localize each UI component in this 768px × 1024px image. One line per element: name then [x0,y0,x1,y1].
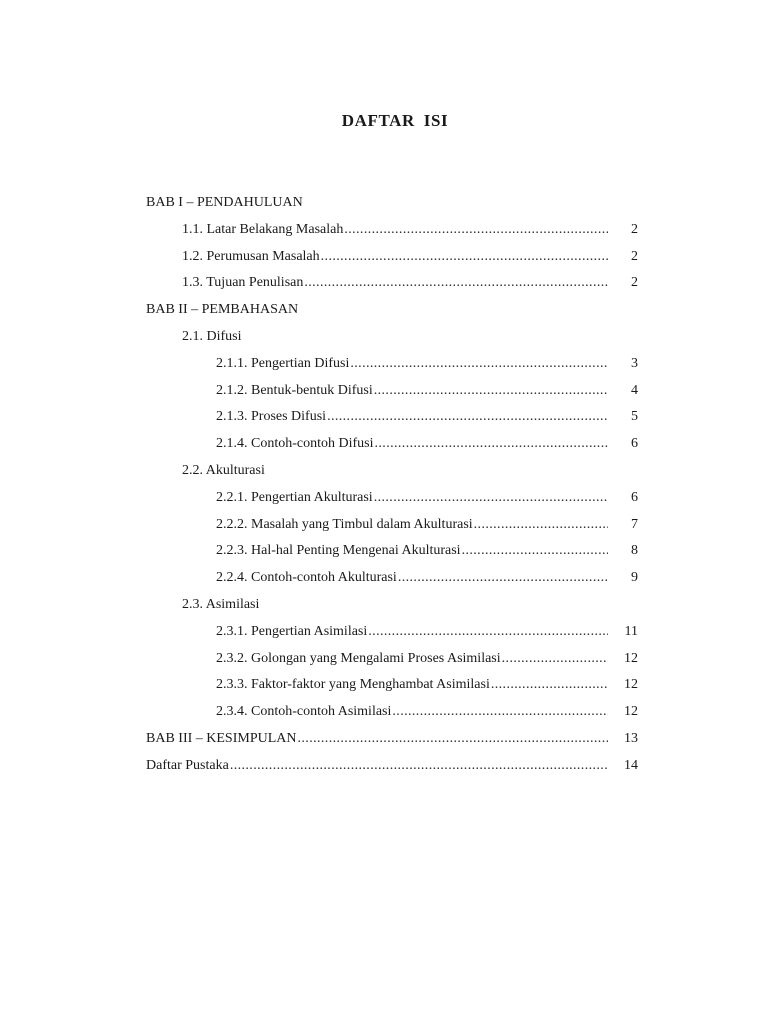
dot-leader [502,646,608,673]
toc-page-number: 14 [624,757,638,773]
toc-entry-label: 2.3.1. Pengertian Asimilasi [216,623,368,639]
toc-entry-2-2-2[interactable] [146,512,638,539]
toc-page-number: 13 [624,730,638,746]
toc-entry-2-1-3[interactable] [146,404,638,431]
toc-entry-label: 1.3. Tujuan Penulisan [182,275,304,291]
toc-entry-label: 2.2.3. Hal-hal Penting Mengenai Akulturasi [216,543,461,559]
toc-entry-label: 1.2. Perumusan Masalah [182,248,320,264]
dot-leader [374,378,608,405]
toc-page-number: 7 [631,516,638,532]
toc-page-number: 12 [624,677,638,693]
dot-leader [375,431,609,458]
toc-entry-2-3-3[interactable] [146,672,638,699]
toc-page-number: 2 [631,221,638,237]
toc-entry-label: 2.2. Akulturasi [182,462,265,478]
toc-entry-2-3-4[interactable] [146,699,638,726]
toc-entry-label: 2.3.3. Faktor-faktor yang Menghambat Asimilasi [216,677,490,693]
toc-entry-label: BAB I – PENDAHULUAN [146,195,303,210]
dot-leader [230,753,608,780]
toc-page-number: 11 [624,623,638,639]
toc-page-number: 3 [631,355,638,371]
dot-leader [474,512,608,539]
toc-entry-label: 2.2.1. Pengertian Akulturasi [216,489,373,505]
toc-page-number: 4 [631,382,638,398]
toc-entry-label: BAB II – PEMBAHASAN [146,302,299,318]
toc-entry-label: 2.1.3. Proses Difusi [216,409,327,425]
dot-leader [304,270,608,297]
dot-leader [344,217,608,244]
toc-page-number: 12 [624,704,638,720]
dot-leader [462,538,608,565]
toc-entry-label: 2.3.2. Golongan yang Mengalami Proses Asimilasi [216,650,501,666]
toc-page-number: 8 [631,543,638,559]
toc-entry-label: 2.1.4. Contoh-contoh Difusi [216,436,374,452]
dot-leader [298,726,609,753]
toc-entry-2-3-1[interactable] [146,619,638,646]
toc-entry-2-1-1[interactable] [146,351,638,378]
dot-leader [491,672,608,699]
toc-entry-label: 2.1.2. Bentuk-bentuk Difusi [216,382,373,398]
toc-entry-2-1-4[interactable] [146,431,638,458]
toc-entry-label: 1.1. Latar Belakang Masalah [182,221,344,237]
table-of-contents [146,190,638,780]
toc-entry-2-3-2[interactable] [146,646,638,673]
toc-page-number: 6 [631,489,638,505]
toc-entry-label: 2.2.4. Contoh-contoh Akulturasi [216,570,397,586]
toc-entry-label: BAB III – KESIMPULAN [146,730,297,746]
toc-entry-2-1-2[interactable] [146,378,638,405]
toc-entry-label: 2.1. Difusi [182,328,242,344]
toc-entry-bab-2[interactable] [146,297,638,324]
dot-leader [368,619,608,646]
toc-entry-1-1[interactable] [146,217,638,244]
toc-entry-2-2[interactable] [146,458,638,485]
toc-page-number: 9 [631,570,638,586]
toc-entry-2-2-1[interactable] [146,485,638,512]
page-title: DAFTAR ISI [341,111,449,130]
toc-entry-2-2-3[interactable] [146,538,638,565]
toc-entry-2-3[interactable] [146,592,638,619]
toc-entry-1-2[interactable] [146,244,638,271]
toc-page-number: 6 [631,436,638,452]
toc-entry-label: 2.3. Asimilasi [182,596,260,612]
toc-entry-label: 2.1.1. Pengertian Difusi [216,355,350,371]
toc-entry-label: 2.2.2. Masalah yang Timbul dalam Akulturasi [216,516,473,532]
toc-entry-daftar-pustaka[interactable] [146,753,638,780]
toc-entry-2-1[interactable] [146,324,638,351]
dot-leader [350,351,608,378]
toc-page-number: 5 [631,409,638,425]
dot-leader [398,565,608,592]
toc-entry-label: 2.3.4. Contoh-contoh Asimilasi [216,704,392,720]
toc-entry-bab-3[interactable] [146,726,638,753]
toc-entry-2-2-4[interactable] [146,565,638,592]
dot-leader [392,699,608,726]
toc-page-number: 12 [624,650,638,666]
dot-leader [321,244,608,271]
toc-entry-1-3[interactable] [146,270,638,297]
toc-entry-bab-1[interactable] [146,190,638,217]
toc-entry-label: Daftar Pustaka [146,757,229,773]
dot-leader [374,485,608,512]
toc-page-number: 2 [631,248,638,264]
dot-leader [327,404,608,431]
toc-page-number: 2 [631,275,638,291]
